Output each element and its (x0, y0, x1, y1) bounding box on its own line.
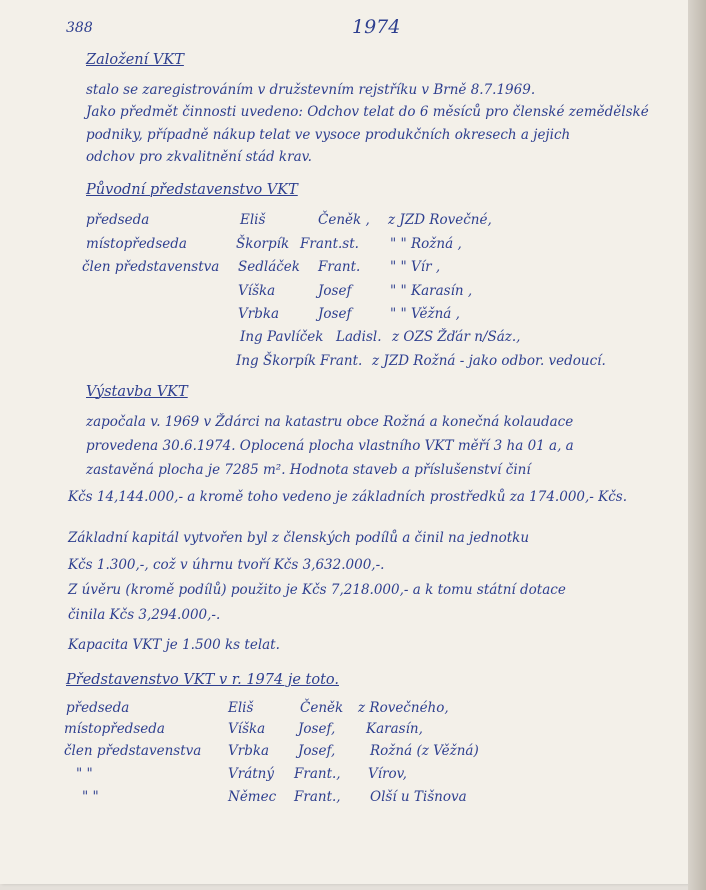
board-org: z JZD Rovečné, (388, 212, 492, 228)
board-org: " " Karasín , (390, 283, 473, 299)
board-org: Olší u Tišnova (370, 789, 467, 805)
board-org: z Rovečného, (358, 700, 449, 716)
text-line: započala v. 1969 v Ždárci na katastru obce Rožná a konečná kolaudace (86, 414, 574, 430)
board-surname: Víška (238, 283, 276, 299)
page-number: 388 (66, 20, 93, 36)
text-line: Z úvěru (kromě podílů) použito je Kčs 7,218.000,- a k tomu státní dotace (68, 582, 566, 598)
board-firstname: Ladisl. (336, 329, 382, 345)
board-role: člen představenstva (82, 259, 220, 275)
page-edge (688, 0, 706, 890)
board-surname: Vrbka (228, 743, 270, 759)
text-line: Základní kapitál vytvořen byl z členských podílů a činil na jednotku (68, 530, 530, 546)
text-line: Kčs 14,144.000,- a kromě toho vedeno je základních prostředků za 174.000,- Kčs. (68, 489, 628, 505)
capacity-line: Kapacita VKT je 1.500 ks telat. (68, 637, 280, 653)
text-line: Jako předmět činnosti uvedeno: Odchov telat do 6 měsíců pro členské zemědělské (86, 104, 649, 120)
board-surname: Vrátný (228, 766, 274, 782)
board-surname: Škorpík (236, 236, 290, 252)
board-org: Karasín, (366, 721, 423, 737)
section-heading-current-board: Představenstvo VKT v r. 1974 je toto. (66, 672, 339, 688)
text-line: provedena 30.6.1974. Oplocená plocha vlastního VKT měří 3 ha 01 a, a (86, 438, 574, 454)
board-surname: Vrbka (238, 306, 280, 322)
section-heading-original-board: Původní představenstvo VKT (86, 182, 298, 198)
board-role: místopředseda (86, 236, 187, 252)
section-heading-construction: Výstavba VKT (86, 384, 188, 400)
board-role-ditto: " " (82, 789, 99, 805)
board-role: místopředseda (64, 721, 165, 737)
board-firstname: Frant. (320, 353, 363, 369)
text-line: Kčs 1.300,-, což v úhrnu tvoří Kčs 3,632.000,-. (68, 557, 385, 573)
text-line: stalo se zaregistrováním v družstevním rejstříku v Brně 8.7.1969. (86, 82, 536, 98)
board-org: Vírov, (368, 766, 407, 782)
board-firstname: Frant.st. (300, 236, 359, 252)
board-surname: Sedláček (238, 259, 300, 275)
board-firstname: Frant. (318, 259, 361, 275)
board-surname: Němec (228, 789, 277, 805)
board-org: " " Rožná , (390, 236, 462, 252)
board-surname: Ing Škorpík (236, 353, 317, 369)
board-firstname: Josef (318, 283, 352, 299)
board-org: " " Věžná , (390, 306, 460, 322)
text-line: odchov pro zkvalitnění stád krav. (86, 149, 312, 165)
text-line: činila Kčs 3,294.000,-. (68, 607, 221, 623)
board-firstname: Josef (318, 306, 352, 322)
page-year-heading: 1974 (352, 16, 401, 38)
board-role: předseda (66, 700, 130, 716)
text-line: podniky, případně nákup telat ve vysoce produkčních okresech a jejich (86, 127, 571, 143)
board-org: Rožná (z Věžná) (370, 743, 479, 759)
board-firstname: Čeněk , (318, 212, 370, 228)
text-line: zastavěná plocha je 7285 m². Hodnota staveb a příslušenství činí (86, 462, 531, 478)
board-firstname: Frant., (294, 766, 341, 782)
board-firstname: Frant., (294, 789, 341, 805)
board-org: z OZS Žďár n/Sáz., (392, 329, 521, 345)
board-role: předseda (86, 212, 150, 228)
board-org: " " Vír , (390, 259, 441, 275)
board-surname: Eliš (228, 700, 254, 716)
board-role-ditto: " " (76, 766, 93, 782)
section-heading-founding: Založení VKT (86, 52, 184, 68)
board-org: z JZD Rožná - jako odbor. vedoucí. (372, 353, 606, 369)
board-surname: Víška (228, 721, 266, 737)
board-firstname: Čeněk (300, 700, 344, 716)
board-surname: Ing Pavlíček (240, 329, 324, 345)
board-surname: Eliš (240, 212, 266, 228)
board-firstname: Josef, (298, 743, 336, 759)
board-role: člen představenstva (64, 743, 202, 759)
board-firstname: Josef, (298, 721, 336, 737)
